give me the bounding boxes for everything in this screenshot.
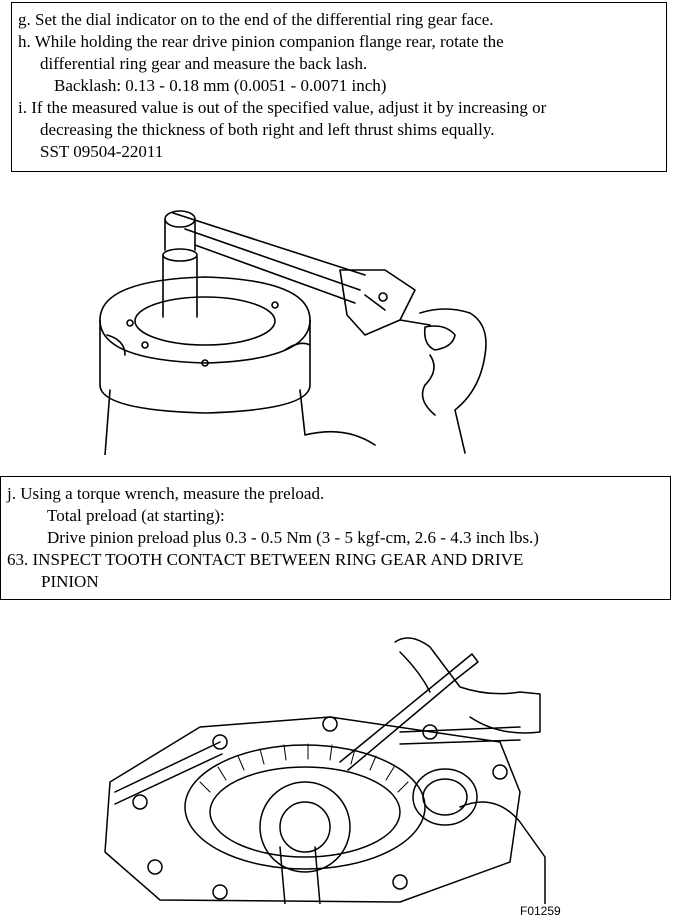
step-j-text: j. Using a torque wrench, measure the preload. bbox=[7, 484, 325, 503]
dial-indicator-illustration bbox=[85, 195, 505, 455]
total-preload-label: Total preload (at starting): bbox=[47, 506, 225, 525]
sst-number: SST 09504-22011 bbox=[40, 142, 164, 161]
step-i-text: i. If the measured value is out of the specified value, adjust it by increasing or bbox=[18, 98, 547, 117]
step-g-text: g. Set the dial indicator on to the end of the differential ring gear face. bbox=[18, 10, 494, 29]
step-h-text: h. While holding the rear drive pinion companion flange rear, rotate the bbox=[18, 32, 504, 51]
backlash-spec: Backlash: 0.13 - 0.18 mm (0.0051 - 0.0071 inch) bbox=[54, 76, 387, 95]
preload-spec: Drive pinion preload plus 0.3 - 0.5 Nm (3 - 5 kgf-cm, 2.6 - 4.3 inch lbs.) bbox=[47, 528, 539, 547]
ring-gear-illustration bbox=[100, 632, 550, 904]
step-h-text-cont: differential ring gear and measure the back lash. bbox=[40, 54, 368, 73]
step-63-heading-cont: PINION bbox=[41, 572, 99, 591]
instruction-box-1 bbox=[11, 2, 667, 172]
figure-id-label: F01259 bbox=[520, 904, 561, 918]
instruction-box-2 bbox=[0, 476, 671, 600]
step-i-text-cont: decreasing the thickness of both right and left thrust shims equally. bbox=[40, 120, 495, 139]
step-63-heading: 63. INSPECT TOOTH CONTACT BETWEEN RING GEAR AND DRIVE bbox=[7, 550, 524, 569]
